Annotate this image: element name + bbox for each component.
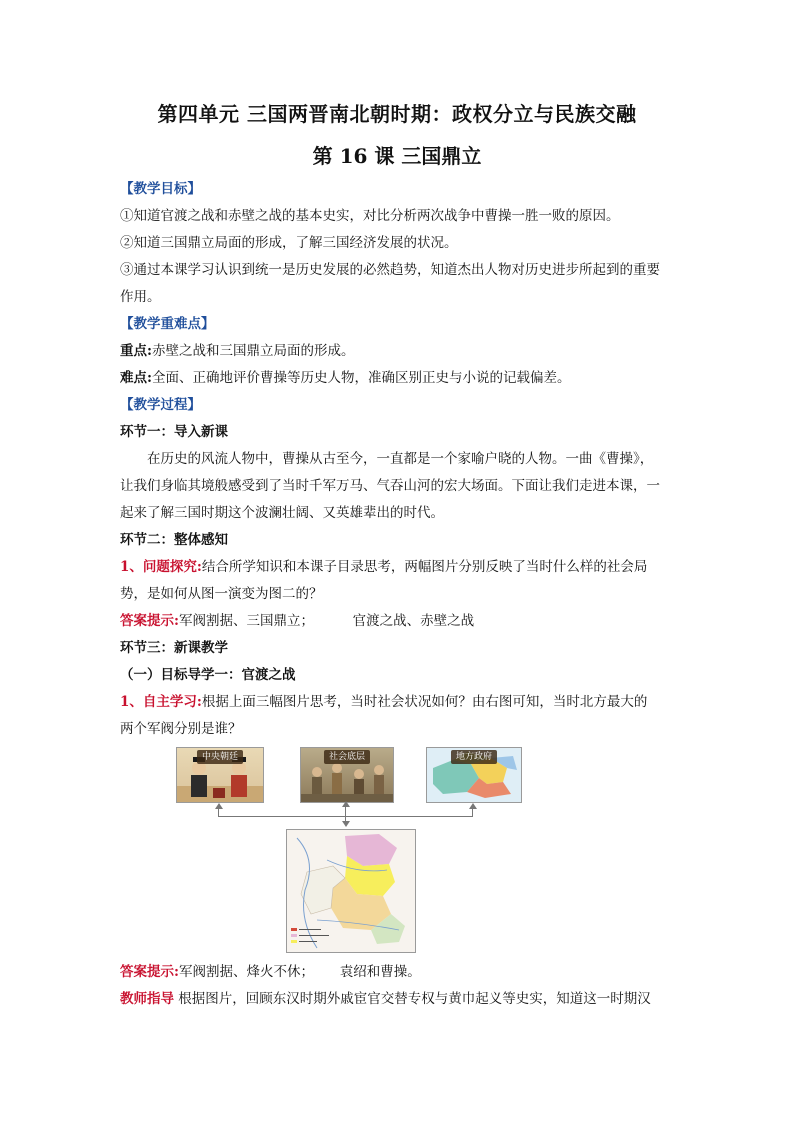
question-1-cont: 势，是如何从图一演变为图二的？ [120,586,323,602]
teacher-guidance-label: 教师指导 [120,991,174,1007]
key-label: 重点: [120,343,152,359]
question-2-text: 根据上面三幅图片思考，当时社会状况如何？由右图可知，当时北方最大的 [201,694,648,710]
arrow-down-center [342,821,350,827]
central-court-tag: 中央朝廷 [197,750,243,764]
figure-group [120,745,680,959]
key-text: 赤壁之战和三国鼎立局面的形成。 [151,343,355,359]
question-2-label: 1、自主学习: [120,694,202,710]
goal-item-3: ③通过本课学习认识到统一是历史发展的必然趋势，知道杰出人物对历史进步所起到的重要 [120,262,660,278]
connector-left-vertical [218,808,219,816]
warlords-map [286,829,416,953]
keypoints-heading: 【教学重难点】 [120,316,215,332]
goal1-title: （一）目标导学一：官渡之战 [120,667,296,683]
process-heading: 【教学过程】 [120,397,201,413]
warlords-map-graphic [287,830,415,952]
teacher-guidance [120,986,680,1013]
arrow-up-right [469,803,477,809]
social-bottom-tag: 社会底层 [324,750,370,764]
connector-center-vertical [345,807,346,821]
answer-2 [120,959,680,986]
answer-1 [120,608,680,635]
local-government-map [426,747,522,803]
step1-title: 环节一：导入新课 [120,424,228,440]
goal-item-2: ②知道三国鼎立局面的形成，了解三国经济发展的状况。 [120,235,458,251]
central-court-image [176,747,264,803]
answer-2-text: 军阀割据、烽火不休； 袁绍和曹操。 [178,964,421,980]
step1-line-2: 让我们身临其境般感受到了当时千军万马、气吞山河的宏大场面。下面让我们走进本课，一 [120,478,660,494]
arrow-up-left [215,803,223,809]
teacher-guidance-text: 根据图片，回顾东汉时期外戚宦官交替专权与黄巾起义等史实，知道这一时期汉 [174,991,651,1007]
social-bottom-image [300,747,394,803]
key-point [120,338,680,365]
step1-line-1: 在历史的风流人物中，曹操从古至今，一直都是一个家喻户晓的人物。一曲《曹操》， [147,451,654,467]
question-1 [120,554,680,581]
step3-title: 环节三：新课教学 [120,640,228,656]
question-1-text: 结合所学知识和本课子目录思考，两幅图片分别反映了当时什么样的社会局 [201,559,648,575]
arrow-up-center [342,801,350,807]
question-1-label: 1、问题探究: [120,559,202,575]
goal-item-3-cont: 作用。 [120,289,161,305]
difficult-point [120,365,680,392]
difficult-label: 难点: [120,370,152,386]
answer-2-label: 答案提示: [120,964,179,980]
question-2 [120,689,680,716]
answer-1-text: 军阀割据、三国鼎立； 官渡之战、赤壁之战 [178,613,475,629]
goals-heading: 【教学目标】 [120,181,201,197]
step2-title: 环节二：整体感知 [120,532,228,548]
connector-right-vertical [472,808,473,816]
answer-1-label: 答案提示: [120,613,179,629]
step1-line-3: 起来了解三国时期这个波澜壮阔、又英雄辈出的时代。 [120,505,444,521]
difficult-text: 全面、正确地评价曹操等历史人物，准确区别正史与小说的记载偏差。 [151,370,571,386]
lesson-content [120,176,680,1013]
question-2-cont: 两个军阀分别是谁？ [120,721,242,737]
lesson-title: 第 16 课 三国鼎立 [312,144,482,168]
local-government-tag: 地方政府 [451,750,497,764]
unit-title: 第四单元 三国两晋南北朝时期：政权分立与民族交融 [157,102,637,126]
goal-item-1: ①知道官渡之战和赤壁之战的基本史实，对比分析两次战争中曹操一胜一败的原因。 [120,208,620,224]
